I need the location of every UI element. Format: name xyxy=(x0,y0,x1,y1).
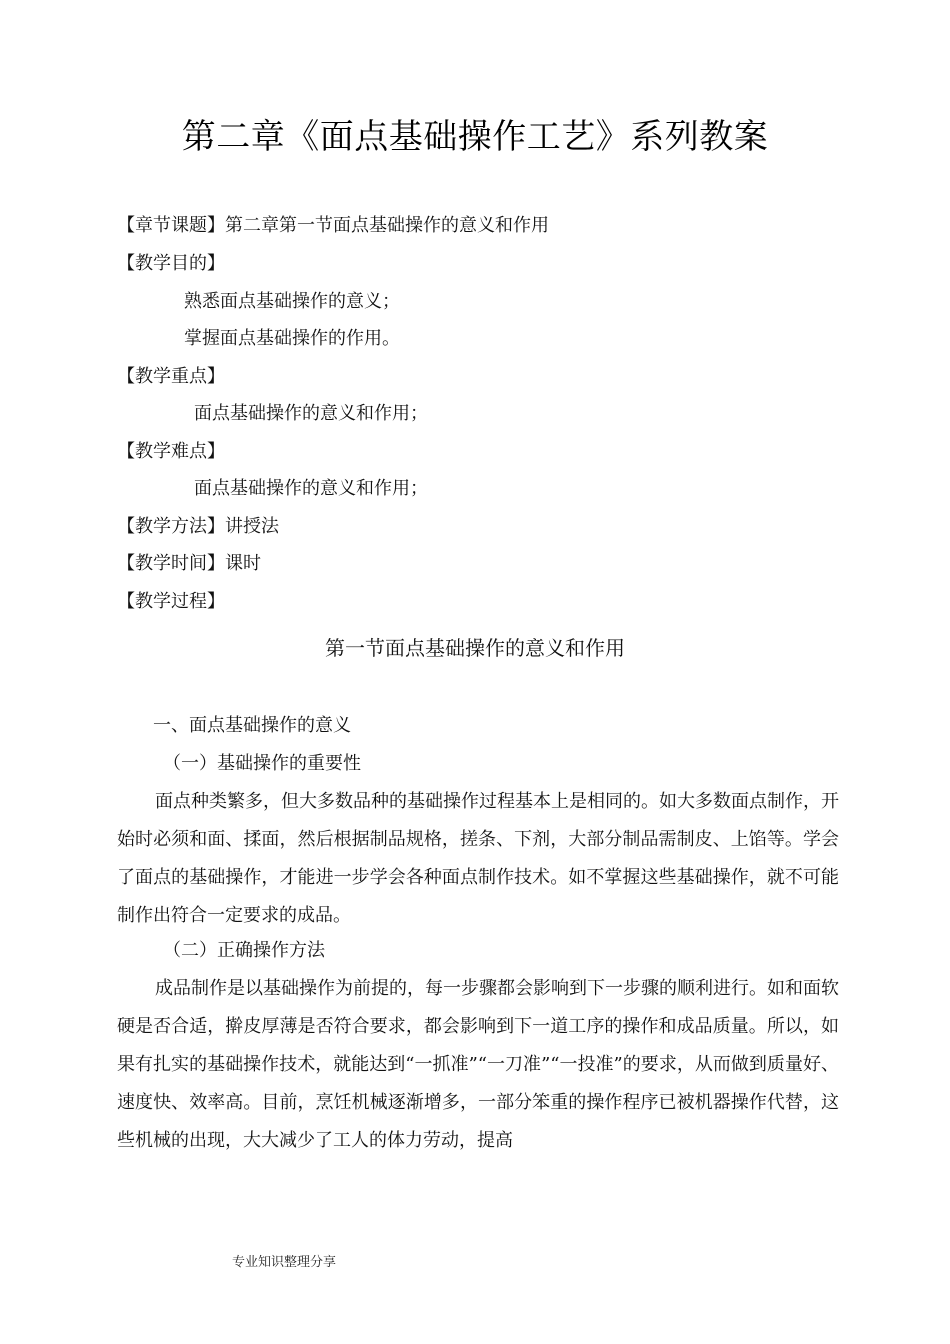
teaching-time-line xyxy=(117,551,261,577)
sub-heading-2: （二）正确操作方法 xyxy=(163,940,325,961)
teaching-method-label: 【教学方法】 xyxy=(117,516,225,537)
teaching-time-value: 课时 xyxy=(225,553,261,574)
sub-heading-1: （一）基础操作的重要性 xyxy=(163,753,361,774)
section-title: 第一节面点基础操作的意义和作用 xyxy=(325,636,625,660)
teaching-difficulty-label: 【教学难点】 xyxy=(117,441,225,462)
teaching-goal-line xyxy=(117,251,225,277)
chapter-topic-value: 第二章第一节面点基础操作的意义和作用 xyxy=(225,215,549,236)
teaching-process-label: 【教学过程】 xyxy=(117,591,225,612)
page-footer: 专业知识整理分享 xyxy=(232,1255,337,1270)
teaching-difficulty-line xyxy=(117,439,225,465)
teaching-difficulty-item: 面点基础操作的意义和作用； xyxy=(194,478,428,499)
teaching-key-item: 面点基础操作的意义和作用； xyxy=(194,403,428,424)
heading-1: 一、面点基础操作的意义 xyxy=(153,715,351,736)
teaching-method-line xyxy=(117,514,279,540)
teaching-goal-item: 熟悉面点基础操作的意义； xyxy=(184,291,400,312)
paragraph-1: 面点种类繁多，但大多数品种的基础操作过程基本上是相同的。如大多数面点制作，开始时必须和面、揉面，然后根据制品规格，搓条、下剂，大部分制品需制皮、上馅等。学会了面点的基础操作，才能进一步学会各种面点制作技术。如不掌握这些基础操作，就不可能制作出符合一定要求的成品。 xyxy=(117,791,839,926)
teaching-key-label: 【教学重点】 xyxy=(117,366,225,387)
teaching-time-label: 【教学时间】 xyxy=(117,553,225,574)
document-title: 第二章《面点基础操作工艺》系列教案 xyxy=(181,117,769,157)
teaching-key-line xyxy=(117,364,225,390)
chapter-topic-label: 【章节课题】 xyxy=(117,215,225,236)
teaching-goal-item: 掌握面点基础操作的作用。 xyxy=(184,328,400,349)
teaching-goal-label: 【教学目的】 xyxy=(117,253,225,274)
teaching-process-line xyxy=(117,589,225,615)
chapter-topic-line xyxy=(117,213,549,239)
paragraph-2: 成品制作是以基础操作为前提的，每一步骤都会影响到下一步骤的顺利进行。如和面软硬是否合适，擀皮厚薄是否符合要求，都会影响到下一道工序的操作和成品质量。所以，如果有扎实的基础操作技术，就能达到“一抓准”“一刀准”“一投准”的要求，从而做到质量好、速度快、效率高。目前，烹饪机械逐渐增多，一部分笨重的操作程序已被机器操作代替，这些机械的出现，大大减少了工人的体力劳动，提高 xyxy=(117,978,839,1151)
teaching-method-value: 讲授法 xyxy=(225,516,279,537)
